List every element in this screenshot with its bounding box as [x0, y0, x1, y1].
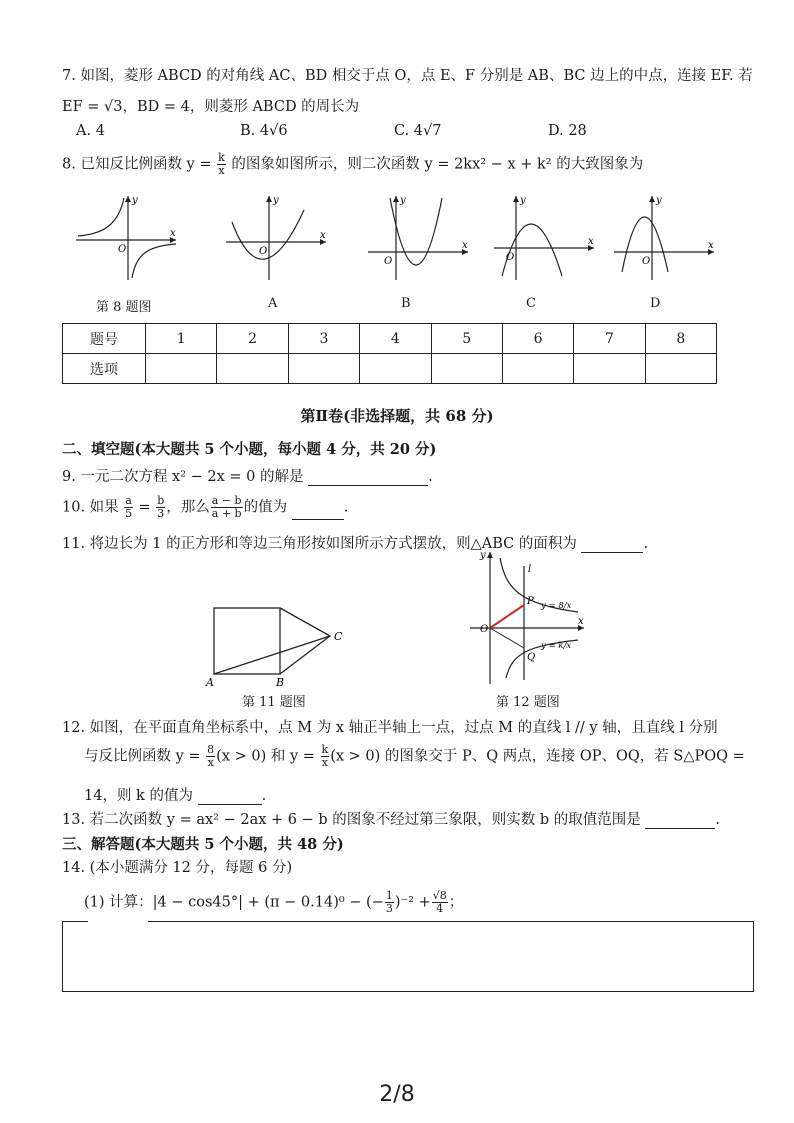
q12-line2: 与反比例函数 y = $\frac{8}{x}$ (x > 0) 和 y = $\frac{k}{x}$ (x > 0) 的图象交于 P、Q 两点，连接 OP、OQ，若 S△POQ = [84, 743, 745, 769]
svg-text:P: P [527, 596, 534, 607]
table-cell: 5 [431, 324, 502, 354]
section3-heading: 三、解答题(本大题共 5 个小题，共 48 分) [62, 836, 344, 853]
q8-lead: 8. 已知反比例函数 y = [62, 156, 212, 173]
q7-option-c: C. 4√7 [394, 123, 442, 139]
q13: 13. 若二次函数 y = ax² − 2ax + 6 − b 的图象不经过第三象限，则实数 b 的取值范围是 . [62, 812, 720, 828]
table-cell: 6 [502, 324, 573, 354]
q12-figure [466, 548, 596, 688]
q9-answer-blank[interactable] [308, 471, 428, 486]
svg-text:y: y [656, 195, 662, 206]
svg-text:y: y [520, 195, 526, 206]
q10-answer-blank[interactable] [292, 505, 344, 520]
q14-heading: 14. (本小题满分 12 分，每题 6 分) [62, 860, 293, 876]
q8-stem [62, 152, 643, 177]
q7-option-b: B. 4√6 [240, 123, 288, 139]
point-b-label: B [276, 676, 285, 689]
page-number: 2/8 [379, 1082, 415, 1107]
q12-figure-caption: 第 12 题图 [496, 695, 560, 710]
svg-text:y: y [273, 195, 279, 206]
q12-line3: 14，则 k 的值为 . [84, 788, 267, 804]
q7-line2: EF = √3，BD = 4，则菱形 ABCD 的周长为 [62, 99, 360, 115]
svg-text:l: l [528, 564, 532, 575]
q8-figure-hyperbola [72, 192, 182, 282]
table-row [63, 324, 717, 354]
q8-tail: 的图象如图所示，则二次函数 y = 2kx² − x + k² 的大致图象为 [231, 156, 644, 173]
q11-figure [200, 600, 360, 690]
table-cell: 1 [146, 324, 217, 354]
q12-line1: 12. 如图，在平面直角坐标系中，点 M 为 x 轴正半轴上一点，过点 M 的直线 l // y 轴，且直线 l 分别 [62, 720, 718, 736]
part2-title: 第Ⅱ卷(非选择题，共 68 分) [300, 407, 494, 425]
svg-text:x: x [588, 236, 594, 247]
q7-line1: 7. 如图，菱形 ABCD 的对角线 AC、BD 相交于点 O，点 E、F 分别是 AB、BC 边上的中点，连接 EF. 若 [62, 68, 753, 84]
svg-text:y: y [480, 550, 486, 561]
q7-option-d: D. 28 [548, 123, 587, 139]
q11-figure-caption: 第 11 题图 [242, 695, 306, 710]
table-cell: 3 [288, 324, 359, 354]
table-header-number: 题号 [63, 324, 146, 354]
svg-text:y: y [400, 195, 406, 206]
q9: 9. 一元二次方程 x² − 2x = 0 的解是 . [62, 469, 433, 485]
svg-text:x: x [708, 240, 714, 251]
q13-answer-blank[interactable] [645, 814, 715, 829]
section2-heading: 二、填空题(本大题共 5 个小题，每小题 4 分，共 20 分) [62, 441, 437, 458]
svg-text:x: x [320, 230, 326, 241]
answer-cell[interactable] [574, 354, 645, 384]
table-header-choice: 选项 [63, 354, 146, 384]
q10: 10. 如果 $\frac{a}{5}$ = $\frac{b}{3}$ ，那么 $\frac{a - b}{a + b}$ 的值为 . [62, 494, 349, 520]
answer-cell[interactable] [360, 354, 431, 384]
q8-figure-d [610, 192, 720, 282]
answer-cell[interactable] [431, 354, 502, 384]
point-a-label: A [206, 676, 214, 689]
curve-label-k-over-x: y = k/x [541, 641, 572, 651]
answer-cell[interactable] [217, 354, 288, 384]
q8-figure-a [222, 192, 332, 282]
answer-box-top-right [148, 921, 754, 922]
answer-box[interactable] [62, 921, 754, 992]
table-cell: 4 [360, 324, 431, 354]
axis-y-label: y [132, 195, 138, 206]
choice-label-a: A [268, 296, 278, 311]
svg-text:O: O [384, 256, 393, 267]
point-c-label: C [334, 630, 343, 643]
q12-answer-blank[interactable] [198, 790, 262, 805]
svg-text:O: O [480, 624, 489, 635]
curve-label-8-over-x: y = 8/x [541, 601, 572, 611]
answer-cell[interactable] [502, 354, 573, 384]
svg-text:x: x [578, 616, 584, 627]
table-cell: 8 [645, 324, 716, 354]
table-cell: 7 [574, 324, 645, 354]
axis-x-label: x [170, 228, 176, 239]
table-cell: 2 [217, 324, 288, 354]
answer-box-top-left [62, 921, 88, 922]
svg-text:Q: Q [527, 652, 536, 663]
table-row [63, 354, 717, 384]
origin-label: O [118, 244, 127, 255]
answer-table [62, 323, 717, 384]
q8-figure-b [364, 192, 474, 282]
svg-text:x: x [462, 240, 468, 251]
answer-cell[interactable] [645, 354, 716, 384]
q7-option-a: A. 4 [76, 123, 105, 139]
q8-figure-c [490, 192, 600, 282]
choice-label-b: B [401, 296, 411, 311]
q8-figure-caption: 第 8 题图 [96, 300, 152, 315]
q8-fraction: $\frac{k}{x}$ [218, 151, 225, 177]
answer-cell[interactable] [146, 354, 217, 384]
choice-label-d: D [650, 296, 661, 311]
svg-text:O: O [506, 252, 515, 263]
choice-label-c: C [526, 296, 536, 311]
q11: 11. 将边长为 1 的正方形和等边三角形按如图所示方式摆放，则△ABC 的面积为 . [62, 536, 649, 552]
svg-text:O: O [642, 256, 651, 267]
svg-text:O: O [259, 246, 268, 257]
q14-part1: (1) 计算：|4 − cos45°| + (π − 0.14)⁰ − (− $\frac{1}{3}$ )⁻² + $\frac{√8}{4}$ ； [84, 889, 464, 915]
answer-cell[interactable] [288, 354, 359, 384]
